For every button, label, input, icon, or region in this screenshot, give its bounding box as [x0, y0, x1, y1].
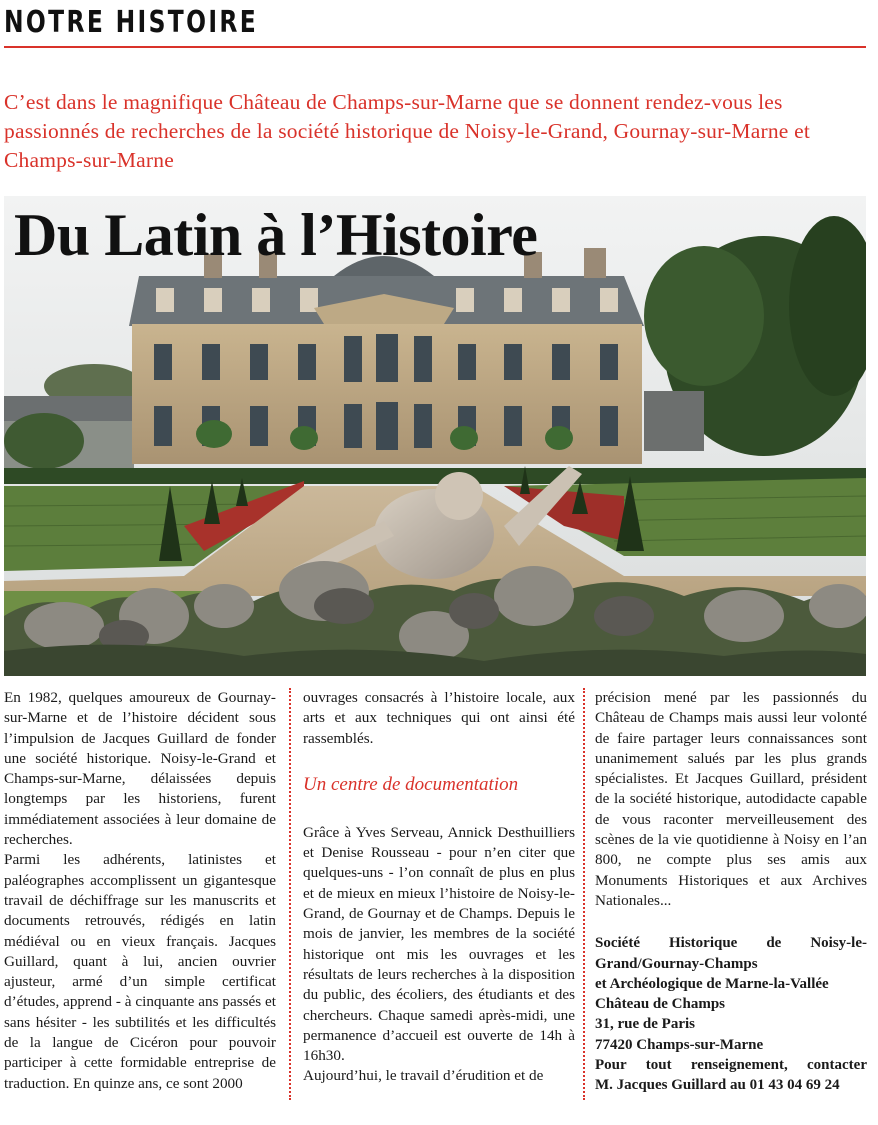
contact-line: Société Historique de Noisy-le-: [595, 935, 867, 952]
paragraph: précision mené par les passionnés du Château de Champs mais aussi leur volonté de faire partager leurs connaissances sont unanimement salués par les plus grands spécialistes. Et Jacques Guillard, président de la société historique, autodidacte capable de vous raconter merveilleusement des scènes de la vie quotidienne à Noisy en l’an 800, ne compte plus ses amis aux Monuments Historiques et aux Archives Nationales...: [595, 689, 867, 909]
contact-city: 77420 Champs-sur-Marne: [595, 1036, 764, 1053]
title-rule: [4, 46, 866, 48]
paragraph: Parmi les adhérents, latinistes et paléographes accomplissent un gigantesque travail de déchiffrage sur les manuscrits et documents retrouvés, rédigés en latin médiéval ou en vieux français. Jacques Guillard, quant à lui, ancien ouvrier ajusteur, armé d’un simple certificat d’études, apprend - à cinquante ans passés et sans hésiter - les subtilités et les difficultés de la langue de Cicéron pour pouvoir participer à cette formidable entreprise de traduction. En quinze ans, ce sont 2000: [4, 851, 276, 1092]
article-column-1: [4, 688, 276, 1094]
article-column-2: [303, 688, 575, 1087]
contact-block: [595, 933, 867, 1095]
section-title: NOTRE HISTOIRE: [4, 5, 259, 40]
intro-paragraph: C’est dans le magnifique Château de Champs-sur-Marne que se donnent rendez-vous les passionnés de recherches de la société historique de Noisy-le-Grand, Gournay-sur-Marne et Champs-sur-Marne: [4, 90, 811, 172]
paragraph: Aujourd’hui, le travail d’érudition et de: [303, 1067, 544, 1085]
chateau-photo: [4, 196, 866, 676]
column-divider: [289, 688, 291, 1100]
column-divider: [583, 688, 585, 1100]
contact-line: Pour tout renseignement, contacter: [595, 1057, 867, 1074]
contact-line: et Archéologique de Marne-la-Vallée: [595, 975, 829, 992]
contact-phone: M. Jacques Guillard au 01 43 04 69 24: [595, 1077, 840, 1094]
subheading: Un centre de documentation: [303, 773, 519, 795]
paragraph: En 1982, quelques amoureux de Gournay-sur-Marne et de l’histoire décident sous l’impulsion de Jacques Guillard de fonder une société historique. Noisy-le-Grand et Champs-sur-Marne, délaissées depuis longtemps par les historiens, furent immédiatement associées à leur domaine de recherches.: [4, 689, 276, 849]
contact-line: Grand/Gournay-Champs: [595, 955, 758, 972]
paragraph: Grâce à Yves Serveau, Annick Desthuilliers et Denise Rousseau - pour n’en citer que quelques-uns - l’on connaît de plus en plus et de mieux en mieux l’histoire de Noisy-le-Grand, de Gournay et de Champs. Depuis le mois de janvier, les membres de la société historique ont mis les ouvrages et les résultats de leurs recherches à la disposition du public, des écoliers, des étudiants et des chercheurs. Chaque samedi après-midi, une permanence d’accueil est ouverte de 14h à 16h30.: [303, 823, 575, 1065]
headline: Du Latin à l’Histoire: [14, 202, 538, 268]
paragraph: ouvrages consacrés à l’histoire locale, aux arts et aux techniques qui ont ainsi été rassemblés.: [303, 689, 575, 747]
contact-line: Château de Champs: [595, 996, 726, 1013]
article-column-3: [595, 688, 867, 1096]
contact-address: 31, rue de Paris: [595, 1016, 695, 1033]
